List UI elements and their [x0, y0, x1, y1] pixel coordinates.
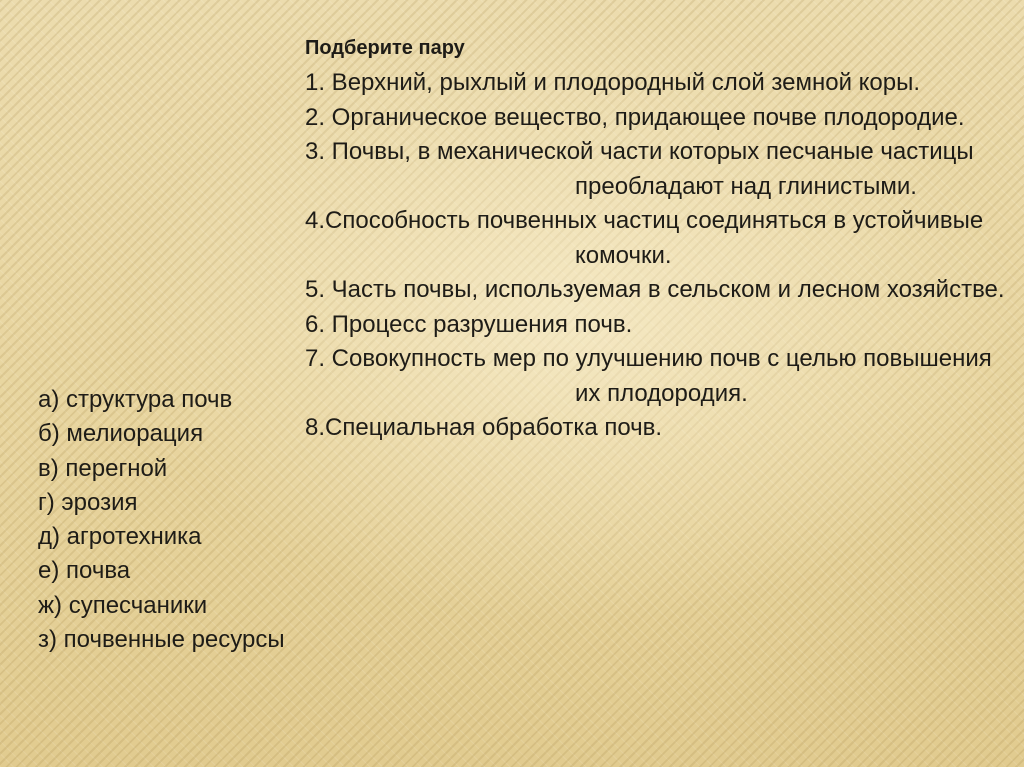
question-item: 5. Часть почвы, используемая в сельском и лесном хозяйстве.: [305, 276, 1005, 303]
task-title: Подберите пару: [305, 37, 465, 59]
question-item: 6. Процесс разрушения почв.: [305, 310, 633, 338]
question-item: 1. Верхний, рыхлый и плодородный слой земной коры.: [305, 69, 921, 96]
answer-option: з) почвенные ресурсы: [38, 626, 285, 654]
answer-option: б) мелиорация: [38, 420, 204, 448]
answer-option: д) агротехника: [38, 523, 202, 551]
question-item: 4.Способность почвенных частиц соединяться в устойчивые комочки.: [305, 207, 984, 269]
question-item: 3. Почвы, в механической части которых песчаные частицы преобладают над глинистыми.: [305, 138, 974, 200]
question-item: 7. Совокупность мер по улучшению почв с целью повышения их плодородия.: [305, 345, 992, 407]
answer-option: а) структура почв: [38, 386, 233, 413]
answer-option: ж) супесчаники: [38, 591, 208, 619]
answer-options-list: [38, 383, 288, 657]
answer-option: г) эрозия: [38, 488, 138, 516]
question-item: 2. Органическое вещество, придающее почве плодородие.: [305, 103, 965, 131]
question-list: [305, 66, 1005, 446]
answer-option: е) почва: [38, 557, 131, 585]
question-item: 8.Специальная обработка почв.: [305, 414, 663, 441]
answer-option: в) перегной: [38, 454, 168, 482]
task-block: [305, 36, 1005, 446]
